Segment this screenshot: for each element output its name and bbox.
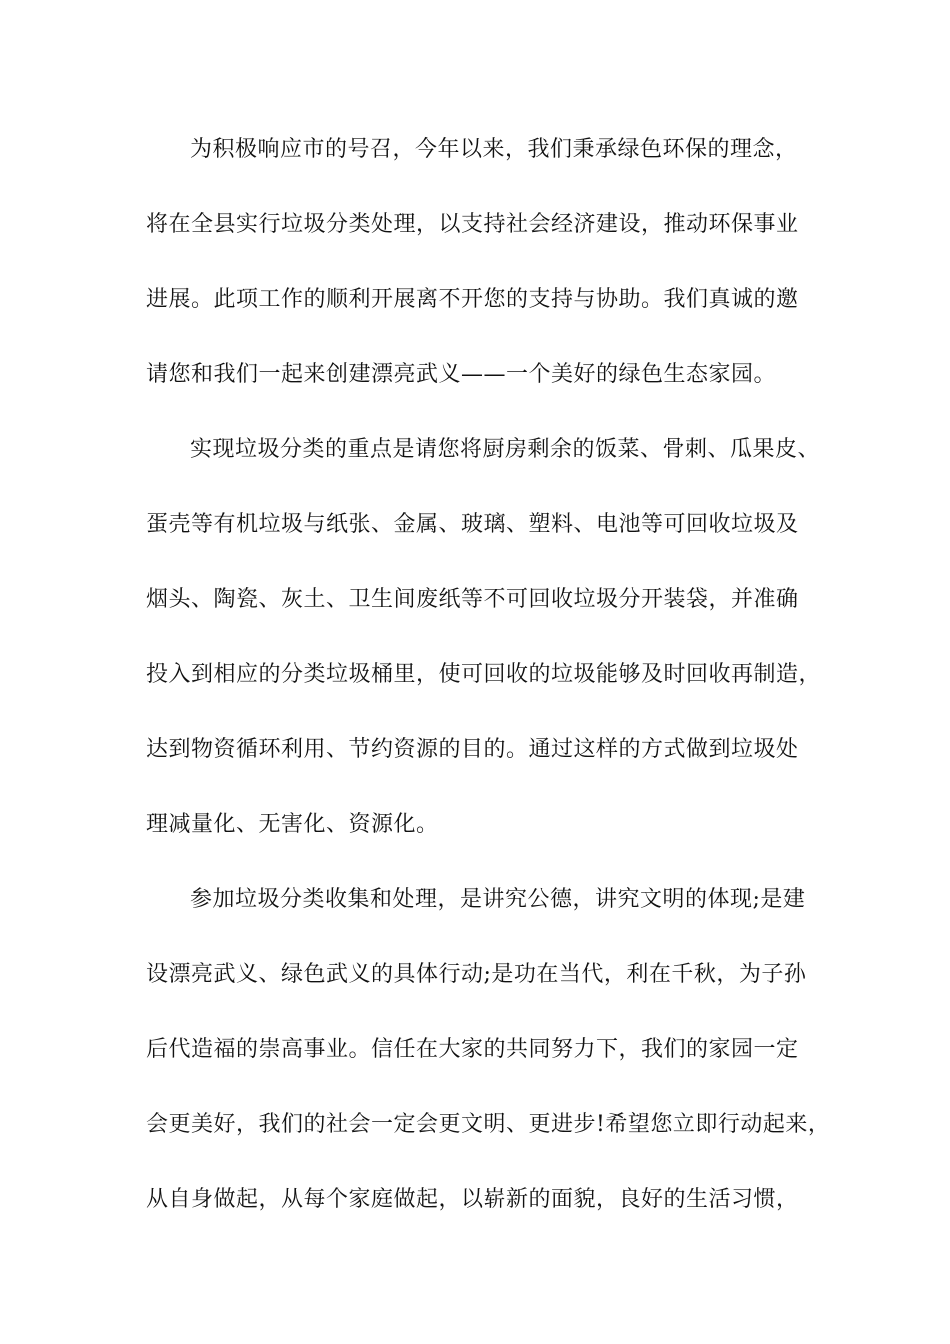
paragraph-2-line-1: 实现垃圾分类的重点是请您将厨房剩余的饭菜、骨刺、瓜果皮、 (190, 437, 821, 462)
paragraph-1-line-4: 请您和我们一起来创建漂亮武义——一个美好的绿色生态家园。 (146, 362, 777, 387)
paragraph-2-line-5: 达到物资循环利用、节约资源的目的。通过这样的方式做到垃圾处 (146, 737, 799, 762)
paragraph-1-line-1: 为积极响应市的号召，今年以来，我们秉承绿色环保的理念， (190, 137, 798, 162)
paragraph-2-line-4: 投入到相应的分类垃圾桶里，使可回收的垃圾能够及时回收再制造， (146, 662, 822, 687)
paragraph-3-line-5: 从自身做起，从每个家庭做起，以崭新的面貌，良好的生活习惯， (146, 1187, 799, 1212)
paragraph-2-line-6: 理减量化、无害化、资源化。 (146, 812, 439, 837)
paragraph-1-line-3: 进展。此项工作的顺利开展离不开您的支持与协助。我们真诚的邀 (146, 287, 799, 312)
paragraph-3-line-4: 会更美好，我们的社会一定会更文明、更进步!希望您立即行动起来， (146, 1112, 831, 1137)
paragraph-3-line-2: 设漂亮武义、绿色武义的具体行动;是功在当代，利在千秋，为子孙 (146, 962, 807, 987)
paragraph-2-line-2: 蛋壳等有机垃圾与纸张、金属、玻璃、塑料、电池等可回收垃圾及 (146, 512, 799, 537)
paragraph-2-line-3: 烟头、陶瓷、灰土、卫生间废纸等不可回收垃圾分开装袋，并准确 (146, 587, 799, 612)
paragraph-3-line-1: 参加垃圾分类收集和处理，是讲究公德，讲究文明的体现;是建 (190, 887, 806, 912)
paragraph-3-line-3: 后代造福的崇高事业。信任在大家的共同努力下，我们的家园一定 (146, 1037, 799, 1062)
paragraph-1-line-2: 将在全县实行垃圾分类处理，以支持社会经济建设，推动环保事业 (146, 212, 799, 237)
